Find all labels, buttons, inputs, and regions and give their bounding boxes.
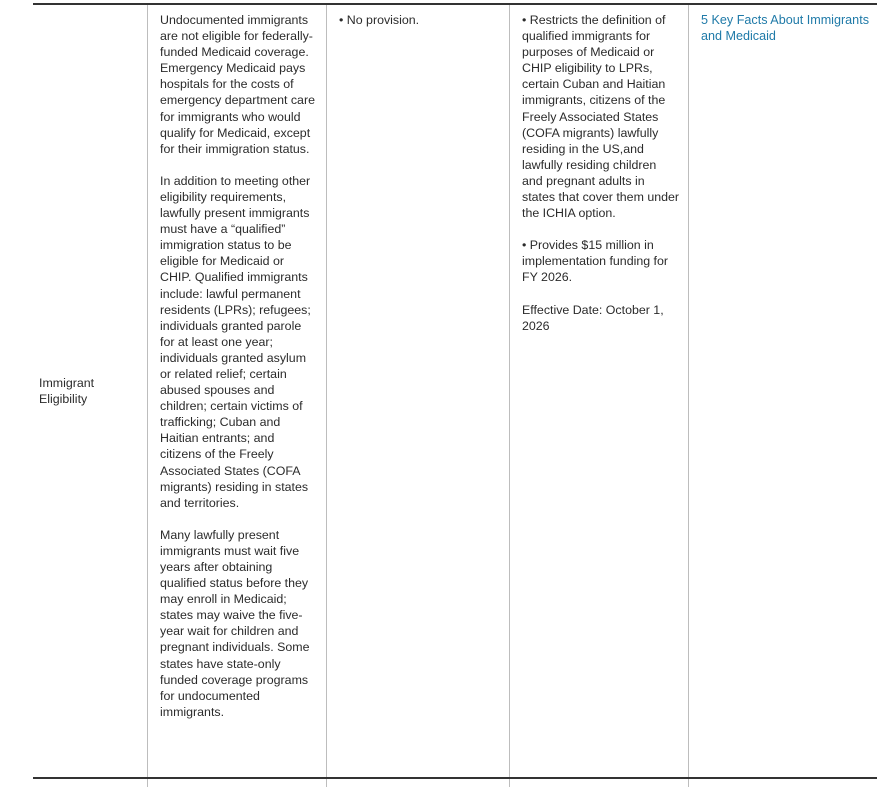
senate-provision-cell — [510, 5, 688, 777]
effective-date: Effective Date: October 1, 2026 — [522, 302, 664, 333]
current-law-paragraph: Undocumented immigrants are not eligible for federally-funded Medicaid coverage. Emergency Medicaid pays hospitals for the costs of emergency department care for immigrants who would qualify for Medicaid, except for their immigration status. — [160, 13, 315, 156]
house-provision-text: • No provision. — [339, 13, 420, 27]
category-label: Immigrant Eligibility — [39, 375, 95, 406]
current-law-cell — [148, 5, 326, 777]
current-law-paragraph: In addition to meeting other eligibility requirements, lawfully present immigrants must have a “qualified” immigration status to be eligible for Medicaid or CHIP. Qualified immigrants include: lawful permanent residents (LPRs); refugees; individuals granted parole for at least one year; individuals granted asylum or related relief; certain abused spouses and children; certain victims of trafficking; Cuban and Haitian entrants; and citizens of the Freely Associated States (COFA migrants) residing in states and territories. — [160, 173, 311, 510]
senate-provision-paragraph: • Restricts the definition of qualified immigrants for purposes of Medicaid or CHIP eligibility to LPRs, certain Cuban and Haitian immigrants, citizens of the Freely Associated States (COFA migrants) lawfully residing in the US,and lawfully residing children and pregnant adults in states that cover them under the ICHIA option. — [522, 13, 680, 221]
current-law-paragraph: Many lawfully present immigrants must wait five years after obtaining qualified status before they may enroll in Medicaid; states may waive the five-year wait for children and pregnant individuals. Some states have state-only funded coverage programs for undocumented immigrants. — [160, 527, 310, 719]
resources-cell — [689, 5, 877, 777]
resource-link[interactable]: 5 Key Facts About Immigrants and Medicaid — [701, 13, 869, 44]
category-cell — [33, 5, 147, 777]
provisions-table — [33, 0, 877, 787]
senate-provision-paragraph: • Provides $15 million in implementation funding for FY 2026. — [522, 238, 669, 285]
table-bottom-rule — [33, 777, 877, 779]
house-provision-cell — [327, 5, 509, 777]
